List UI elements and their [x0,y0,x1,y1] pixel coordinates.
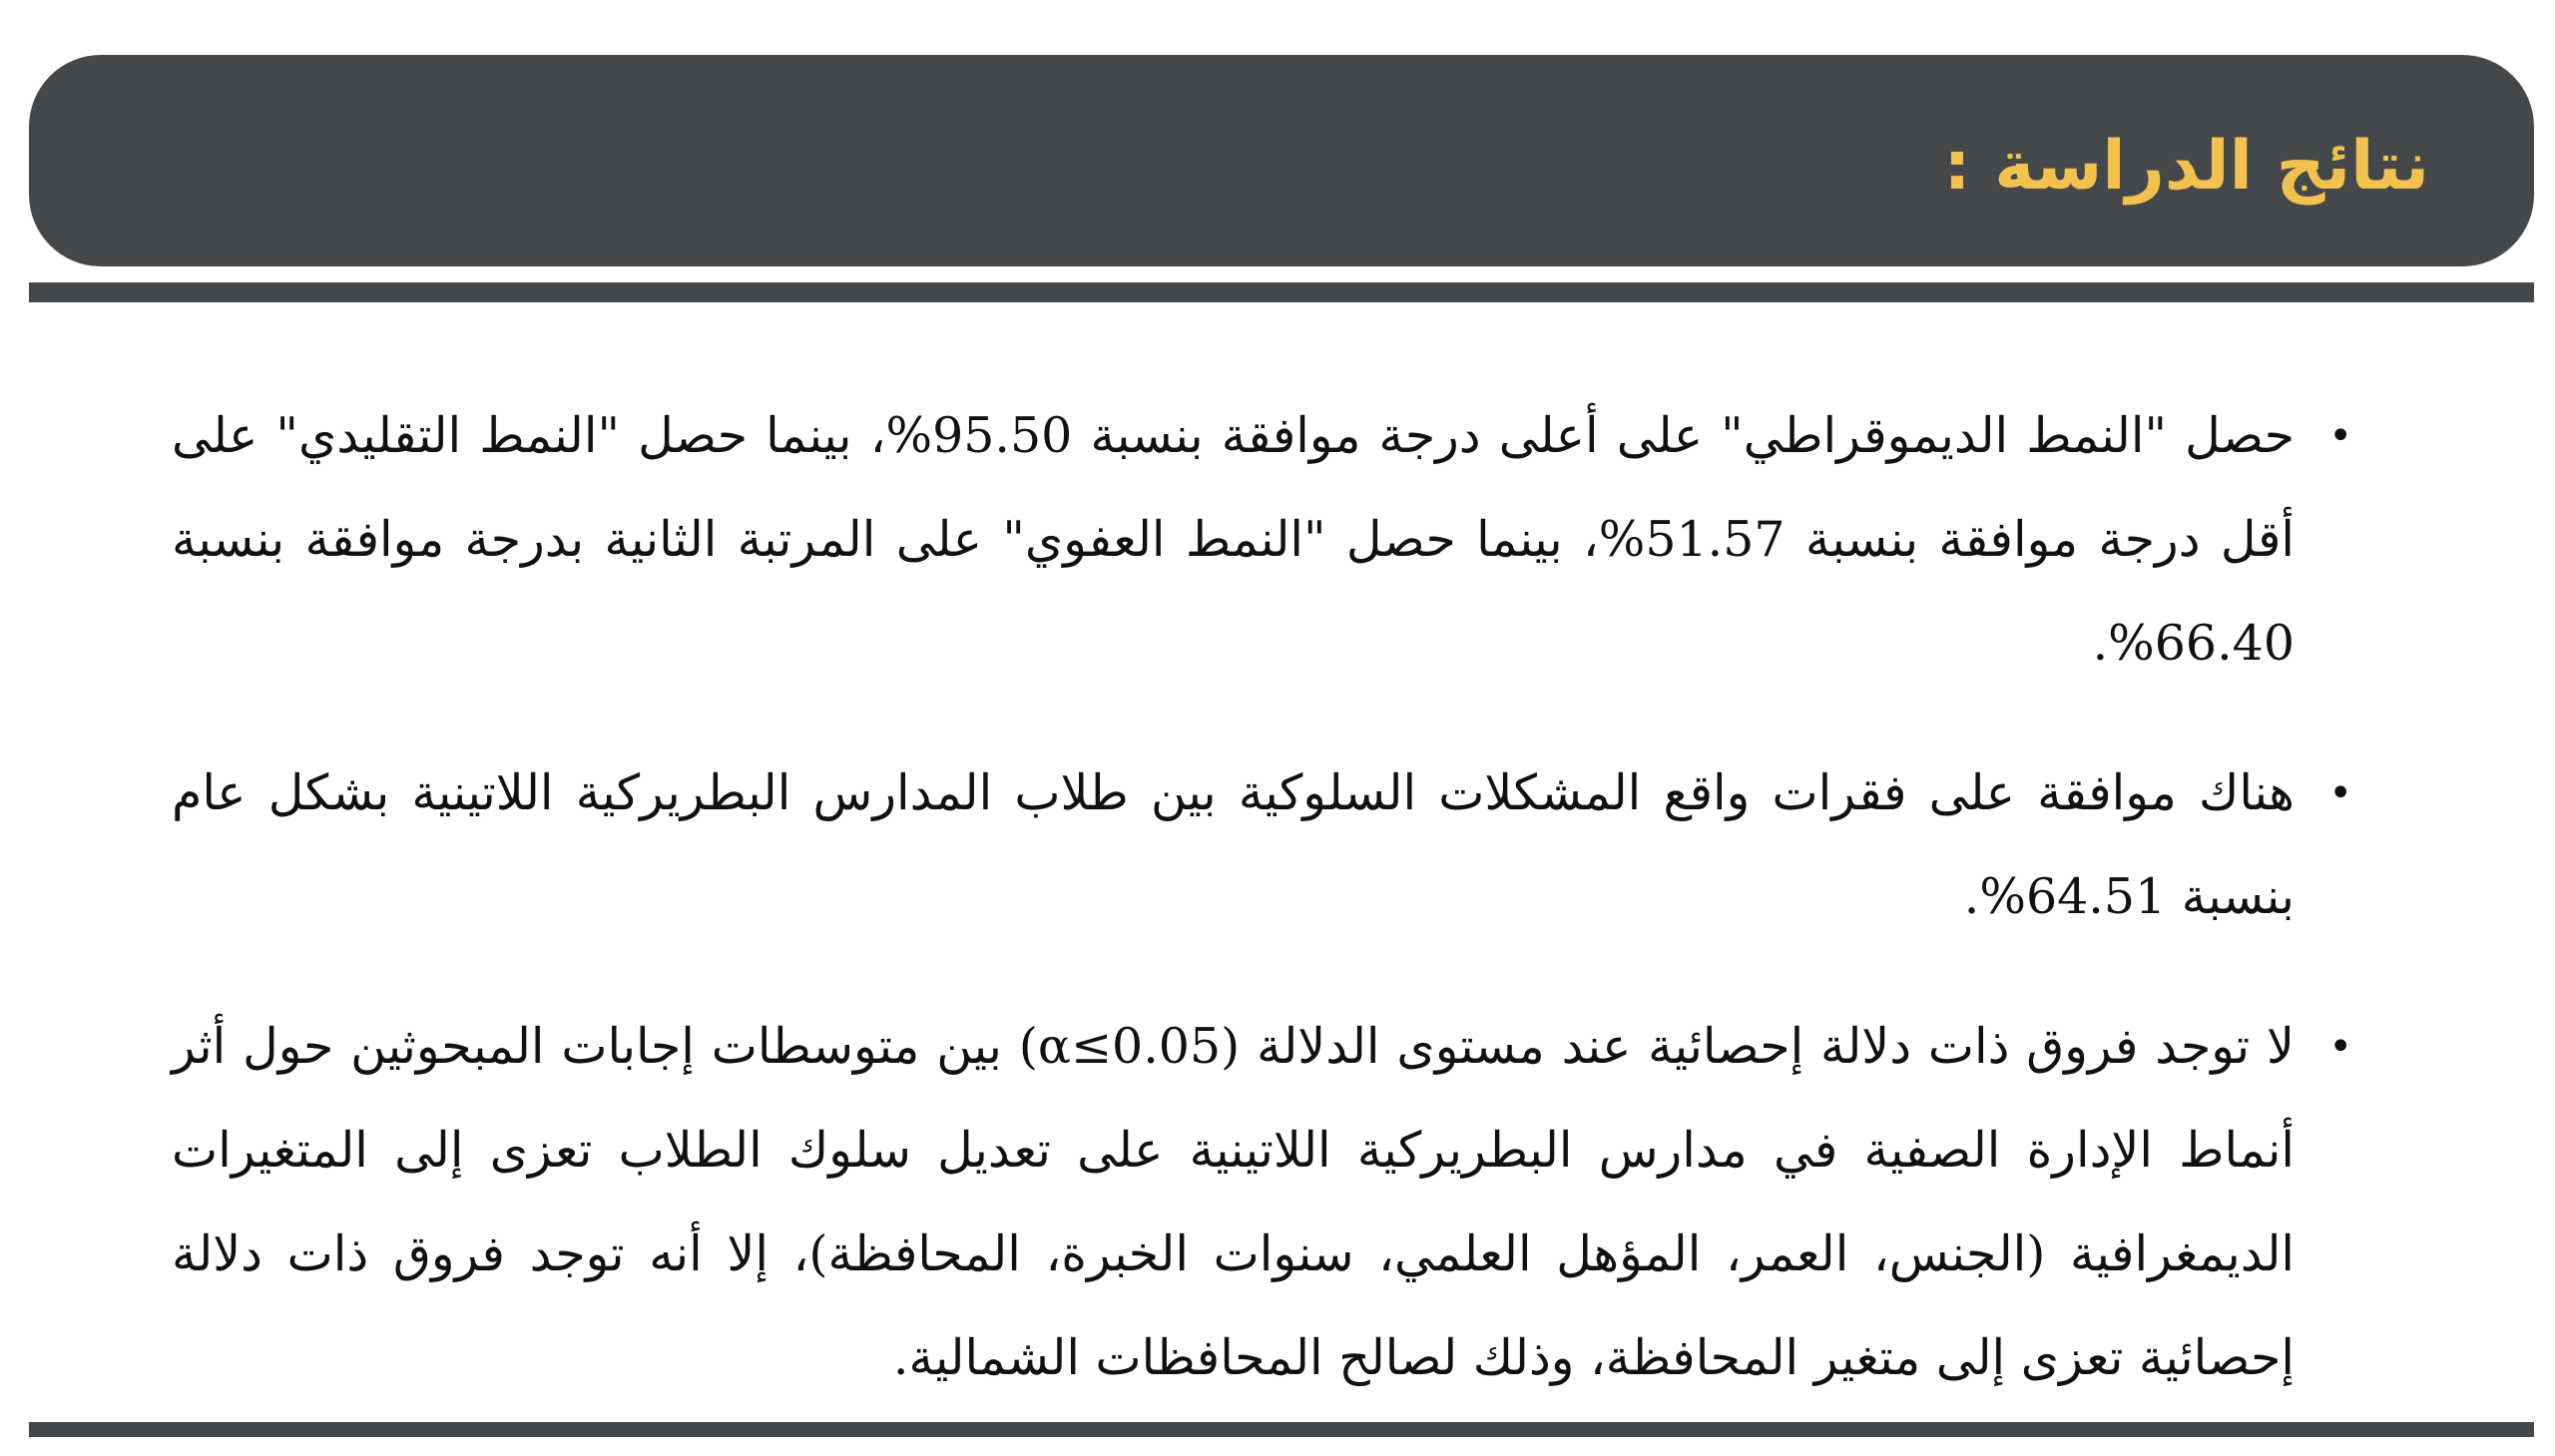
slide-title: نتائج الدراسة : [1943,127,2429,206]
title-banner [29,55,2534,266]
finding-item [172,741,2352,949]
findings-list [172,384,2352,1456]
bottom-divider [29,1422,2534,1437]
bullet-marker: • [2328,770,2352,816]
finding-text: حصل "النمط الديموقراطي" على أعلى درجة موافقة بنسبة 95.50%، بينما حصل "النمط التقليدي" على أقل درجة موافقة بنسبة 51.57%، بينما حصل "النمط العفوي" على المرتبة الثانية بدرجة موافقة بنسبة 66.40%. [172,407,2295,672]
finding-text: لا توجد فروق ذات دلالة إحصائية عند مستوى الدلالة (α≤0.05) بين متوسطات إجابات المبحوثين حول أثر أنماط الإدارة الصفية في مدارس البطريركية اللاتينية على تعديل سلوك الطلاب تعزى إلى المتغيرات الديمغرافية (الجنس، العمر، المؤهل العلمي، سنوات الخبرة، المحافظة)، إلا أنه توجد فروق ذات دلالة إحصائية تعزى إلى متغير المحافظة، وذلك لصالح المحافظات الشمالية. [172,1018,2295,1386]
bullet-marker: • [2328,413,2352,459]
top-divider [29,282,2534,302]
finding-item [172,384,2352,696]
finding-item [172,995,2352,1410]
bullet-marker: • [2328,1024,2352,1070]
finding-text: هناك موافقة على فقرات واقع المشكلات السلوكية بين طلاب المدارس البطريركية اللاتينية بشكل عام بنسبة 64.51%. [172,764,2295,925]
